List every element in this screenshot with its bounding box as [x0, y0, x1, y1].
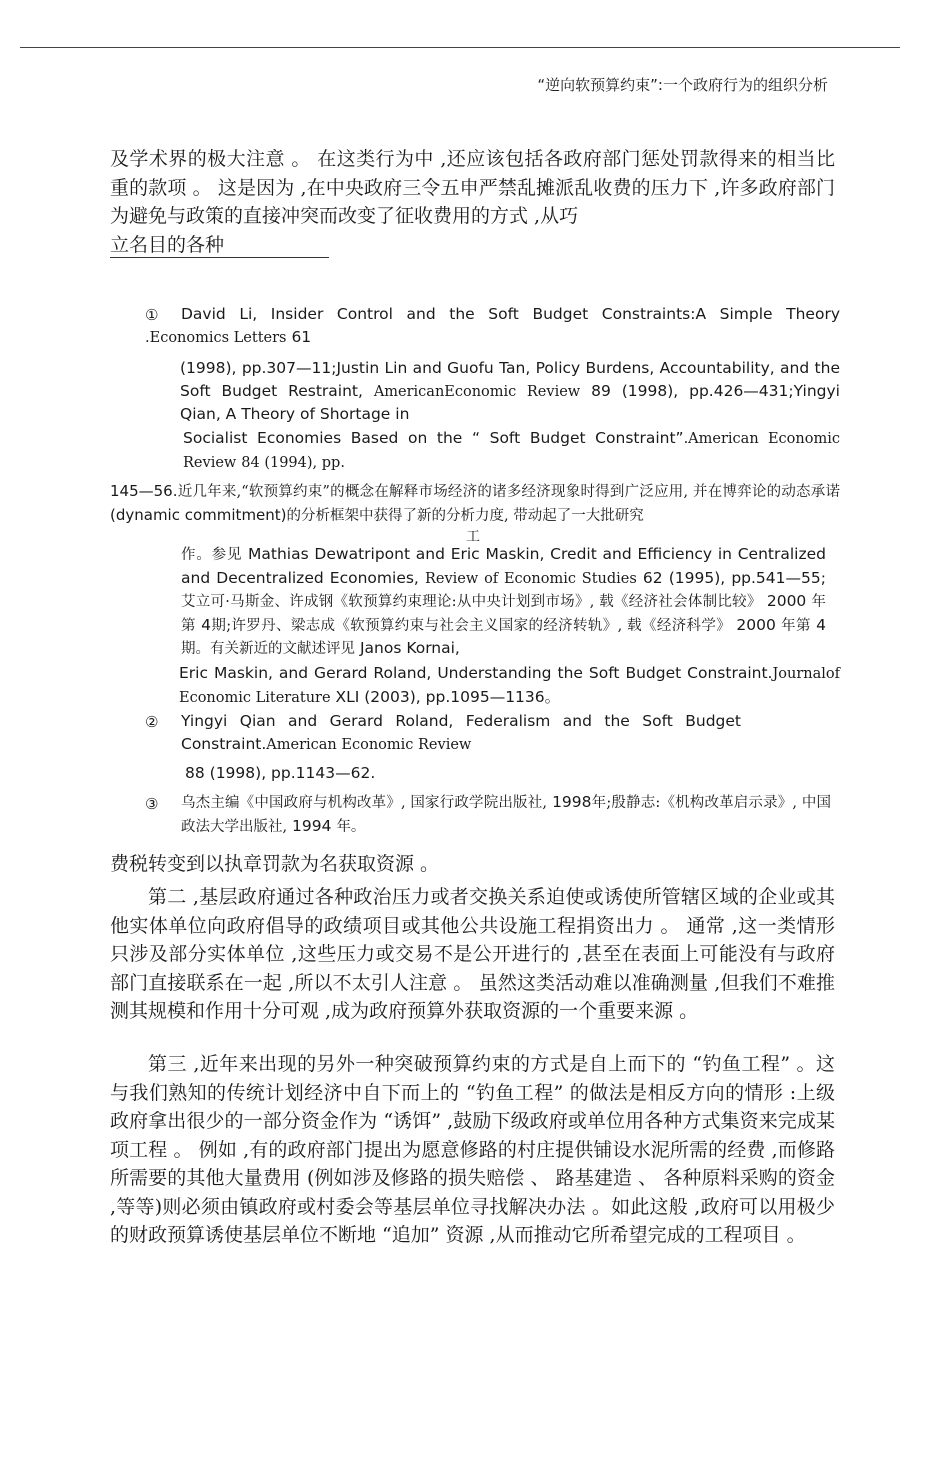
footnote-1-line-6: [179, 662, 840, 709]
fn3-year1: 1998: [552, 793, 592, 811]
header-rule: [20, 47, 900, 48]
footnote-2-line-1: [181, 710, 741, 756]
fn1-l1-vol: 61: [291, 327, 312, 346]
fn2-l1-text: Yingyi Qian and Gerard Roland, Federalism and the Soft Budget Constraint.: [181, 712, 741, 753]
footnote-3-marker: ③: [145, 795, 159, 813]
fn1-l3-rest: 84 (1994), pp.: [241, 454, 345, 471]
paragraph-2: 费税转变到以执章罚款为名获取资源 。: [110, 853, 440, 875]
paragraph-3: 第二 ,基层政府通过各种政治压力或者交换关系迫使或诱使所管辖区域的企业或其他实体单位向政府倡导的政绩项目或其他公共设施工程捐资出力 。 通常 ,这一类情形只涉及部分实体单位 ,这些压力或交易不是公开进行的 ,甚至在表面上可能没有与政府部门直接联系在一起 ,所以不太引人注意 。 虽然这类活动难以准确测量 ,但我们不难推测其规模和作用十分可观 ,成为政府预算外获取资源的一个重要来源 。: [110, 886, 835, 1022]
footnote-1-line-2: [180, 357, 840, 426]
fn1-l4-pages: 145—56.: [110, 482, 178, 500]
fn1-l2-rest: 89 (1998), pp.426—431;Yingyi Qian, A Theory of Shortage in: [180, 381, 840, 423]
fn3-cn2: 年;殷静志:《机构改革启示录》, 中国政法大学出版社,: [181, 795, 831, 835]
fn3-year2: 1994: [292, 816, 332, 835]
fn1-l5-year1: 2000: [766, 592, 807, 610]
fn1-l5-num2: 4: [816, 615, 826, 634]
fn1-l6-rest: XLI (2003), pp.1095—1136。: [335, 687, 561, 706]
fn1-l3-text: Socialist Economies Based on the “ Soft Budget Constraint”: [183, 429, 684, 447]
fn1-l1-journal: .Economics Letters: [145, 329, 287, 346]
fn3-cn3: 年。: [336, 818, 366, 835]
footnote-2-marker: ②: [145, 713, 159, 731]
footnote-1-line-1: [145, 303, 840, 349]
fn1-l6-text: Eric Maskin, and Gerard Roland, Understanding the Soft Budget Constraint.: [179, 664, 773, 682]
fn1-l4-term: (dynamic commitment): [110, 505, 287, 524]
paragraph-1-text: 及学术界的极大注意 。 在这类行为中 ,还应该包括各政府部门惩处罚款得来的相当比重的款项 。 这是因为 ,在中央政府三令五申严禁乱摊派乱收费的压力下 ,许多政府部门为避免与政策的直接冲突而改变了征收费用的方式 ,从巧: [110, 148, 835, 227]
fn1-l5-cn4: 年第: [781, 617, 811, 634]
footnote-1-line-4: [110, 480, 840, 527]
fn1-l5-text: Mathias Dewatripont and Eric Maskin, Credit and Efficiency in Centralized and Decentralized Economies,: [181, 545, 826, 587]
fn1-l5-year2: 2000: [736, 615, 776, 634]
footnote-1-line-5: [181, 543, 826, 661]
fn1-l5-journal: Review of Economic Studies: [424, 570, 637, 587]
fn1-l2-text: (1998), pp.307—11;Justin Lin and Guofu Tan, Policy Burdens, Accountability, and the Soft Budget Restraint,: [180, 359, 840, 400]
fn1-l4-cn2: 的分析框架中获得了新的分析力度, 带动起了一大批研究: [286, 507, 644, 524]
footnote-1-marker: ①: [145, 306, 159, 324]
fn1-l4-cn: 近几年来,“软预算约束”的概念在解释市场经济的诸多经济现象时得到广泛应用, 并在博弈论的动态承诺: [177, 484, 840, 500]
fn1-l6-journal: Journalof Economic Literature: [179, 666, 840, 706]
fn1-l5-cn2: 年第: [181, 594, 826, 634]
paragraph-4: 第三 ,近年来出现的另外一种突破预算约束的方式是自上而下的 “钓鱼工程” 。这与我们熟知的传统计划经济中自下而上的 “钓鱼工程” 的做法是相反方向的情形 :上级政府拿出很少的一部分资金作为 “诱饵” ,鼓励下级政府或单位用各种方式集资来完成某项工程 。 例如 ,有的政府部门提出为愿意修路的村庄提供铺设水泥所需的经费 ,而修路所需要的其他大量费用 (例如涉及修路的损失赔偿 、 路基建造 、 各种原料采购的资金 ,等等)则必须由镇政府或村委会等基层单位寻找解决办法 。如此这般 ,政府可以用极少的财政预算诱使基层单位不断地 “追加” 资源 ,从而推动它所希望完成的工程项目 。: [110, 1053, 835, 1246]
paragraph-1-underlined: 立名目的各种: [110, 233, 329, 258]
fn1-l5-cn3: 期;许罗丹、梁志成《软预算约束与社会主义国家的经济转轨》, 载《经济科学》: [211, 617, 732, 634]
fn1-l5-pages: 62 (1995), pp.541—55;: [642, 568, 826, 587]
footnote-2-line-2: 88 (1998), pp.1143—62.: [185, 764, 376, 782]
paragraph-1: [110, 145, 835, 259]
fn1-l2-journal: AmericanEconomic Review: [373, 383, 581, 400]
fn1-l5-num1: 4: [201, 615, 212, 634]
footnote-1-gong: 工: [466, 529, 480, 545]
fn1-l1-text: David Li, Insider Control and the Soft Budget Constraints:A Simple Theory: [181, 305, 840, 323]
fn3-cn1: 乌杰主编《中国政府与机构改革》, 国家行政学院出版社,: [181, 795, 547, 811]
footnote-1-line-3: [183, 427, 840, 474]
running-header: “逆向软预算约束”:一个政府行为的组织分析: [537, 76, 828, 94]
fn1-l5-cn1: 艾立可·马斯金、许成钢《软预算约束理论:从中央计划到市场》, 载《经济社会体制比较》: [181, 594, 762, 610]
fn1-l5-see: 作。参见: [181, 547, 243, 563]
fn1-l3-journal: .American Economic Review: [183, 431, 840, 471]
fn1-l5-cn5: 期。有关新近的文献述评见: [181, 641, 355, 657]
fn2-l1-journal: American Economic Review: [266, 736, 472, 753]
fn1-l5-author: Janos Kornai,: [359, 639, 460, 657]
footnote-3-line-1: [181, 791, 831, 838]
